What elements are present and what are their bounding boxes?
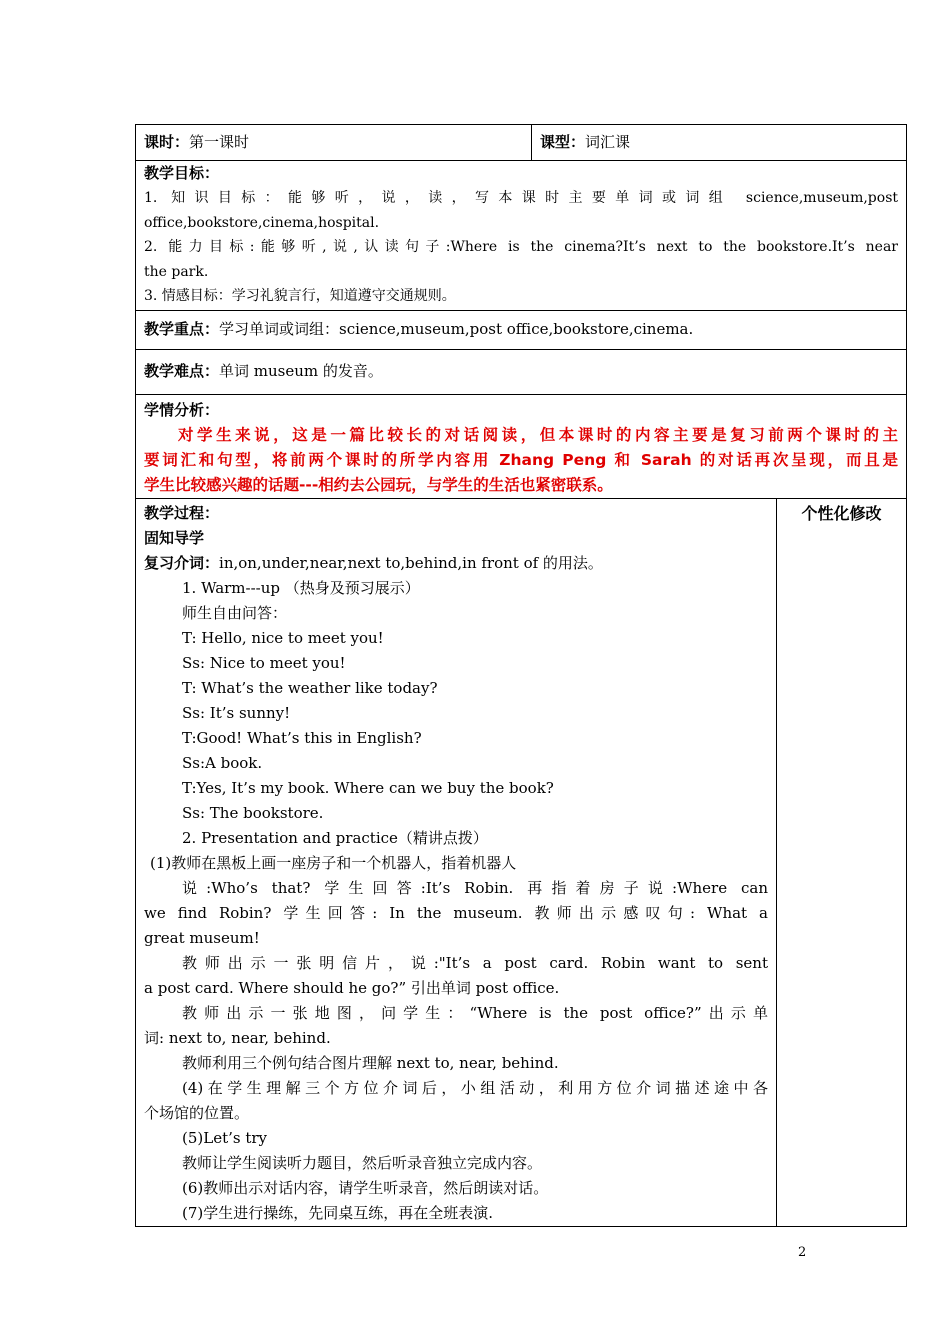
key-points-row	[136, 311, 907, 350]
analysis-line-1: 对学生来说，这是一篇比较长的对话阅读，但本课时的内容主要是复习前两个课时的主	[178, 426, 898, 444]
lesson-plan-table	[135, 124, 906, 1227]
page-number: 2	[798, 1245, 807, 1260]
objective-line-1: 1. 知识目标：能够听，说，读，写本课时主要单词或词组 science,museum,post	[144, 190, 898, 206]
objectives-title: 教学目标：	[144, 164, 220, 182]
process-line: (6)教师出示对话内容，请学生听录音，然后朗读对话。	[182, 1179, 549, 1197]
process-line: 个场馆的位置。	[144, 1104, 250, 1122]
objective-line-4: the park.	[144, 263, 209, 280]
analysis-line-2: 要词汇和句型，将前两个课时的所学内容用 Zhang Peng 和 Sarah 的对话再次呈现，而且是	[144, 451, 898, 469]
process-cell	[136, 499, 777, 1227]
process-line: great museum!	[144, 929, 260, 947]
process-line: 师生自由问答：	[182, 604, 288, 622]
process-line: T: What’s the weather like today?	[182, 679, 438, 697]
analysis-line-3: 学生比较感兴趣的话题---相约去公园玩，与学生的生活也紧密联系。	[144, 476, 613, 494]
difficulties-cell	[136, 350, 907, 395]
process-row	[136, 499, 907, 1227]
review-label: 复习介词：	[144, 554, 220, 572]
process-line: 教师让学生阅读听力题目，然后听录音独立完成内容。	[182, 1154, 543, 1172]
revision-title: 个性化修改	[801, 504, 882, 523]
process-line: a post card. Where should he go?” 引出单词 post office.	[144, 979, 560, 997]
process-line	[144, 551, 768, 576]
difficulties-row	[136, 350, 907, 395]
difficulties-label: 教学难点：	[144, 362, 220, 380]
analysis-cell	[136, 395, 907, 499]
process-line: (4)在学生理解三个方位介词后，小组活动，利用方位介词描述途中各	[182, 1079, 768, 1097]
type-cell	[532, 125, 907, 161]
key-points-cell	[136, 311, 907, 350]
process-title: 教学过程：	[144, 504, 220, 522]
process-line: (5)Let’s try	[182, 1129, 268, 1147]
process-line: 教师出示一张地图，问学生：“Where is the post office?”出示单	[182, 1004, 768, 1022]
process-line: 教师出示一张明信片，说:"It’s a post card. Robin want to sent	[182, 954, 768, 972]
process-line: Ss: It’s sunny!	[182, 704, 291, 722]
process-line: we find Robin? 学生回答: In the museum. 教师出示感叹句: What a	[144, 904, 768, 922]
objective-line-2: office,bookstore,cinema,hospital.	[144, 214, 380, 231]
process-line: 说:Who’s that? 学生回答:It’s Robin. 再指着房子说:Where can	[182, 879, 768, 897]
process-line: 固知导学	[144, 529, 205, 547]
objectives-row	[136, 161, 907, 311]
analysis-row	[136, 395, 907, 499]
process-line: 词: next to, near, behind.	[144, 1029, 331, 1047]
type-label: 课型：	[540, 133, 586, 151]
objective-line-3: 2. 能力目标:能够听,说,认读句子:Where is the cinema?It’s next to the bookstore.It’s near	[144, 239, 898, 255]
process-line: Ss: Nice to meet you!	[182, 654, 346, 672]
process-line: T:Good! What’s this in English?	[182, 729, 422, 747]
key-points-label: 教学重点：	[144, 320, 220, 338]
type-value: 词汇课	[585, 133, 631, 151]
review-text: in,on,under,near,next to,behind,in front of 的用法。	[219, 554, 603, 572]
objectives-cell	[136, 161, 907, 311]
period-cell	[136, 125, 532, 161]
process-lines	[144, 526, 768, 1226]
period-label: 课时：	[144, 133, 190, 151]
process-line: (7)学生进行操练，先同桌互练，再在全班表演.	[182, 1204, 494, 1222]
process-line: T:Yes, It’s my book. Where can we buy the book?	[182, 779, 554, 797]
process-line: (1)教师在黑板上画一座房子和一个机器人，指着机器人	[150, 854, 517, 872]
header-row	[136, 125, 907, 161]
process-line: 1. Warm---up （热身及预习展示）	[182, 579, 420, 597]
process-line: Ss: The bookstore.	[182, 804, 324, 822]
process-line: 2. Presentation and practice（精讲点拨）	[182, 829, 488, 847]
process-line: Ss:A book.	[182, 754, 263, 772]
revision-cell	[777, 499, 907, 1227]
difficulties-text: 单词 museum 的发音。	[219, 362, 383, 380]
period-value: 第一课时	[189, 133, 250, 151]
analysis-title: 学情分析：	[144, 401, 220, 419]
key-points-text: 学习单词或词组：science,museum,post office,bookstore,cinema.	[219, 320, 694, 338]
process-line: 教师利用三个例句结合图片理解 next to, near, behind.	[182, 1054, 559, 1072]
process-line: T: Hello, nice to meet you!	[182, 629, 384, 647]
objective-line-5: 3. 情感目标：学习礼貌言行，知道遵守交通规则。	[144, 288, 456, 304]
